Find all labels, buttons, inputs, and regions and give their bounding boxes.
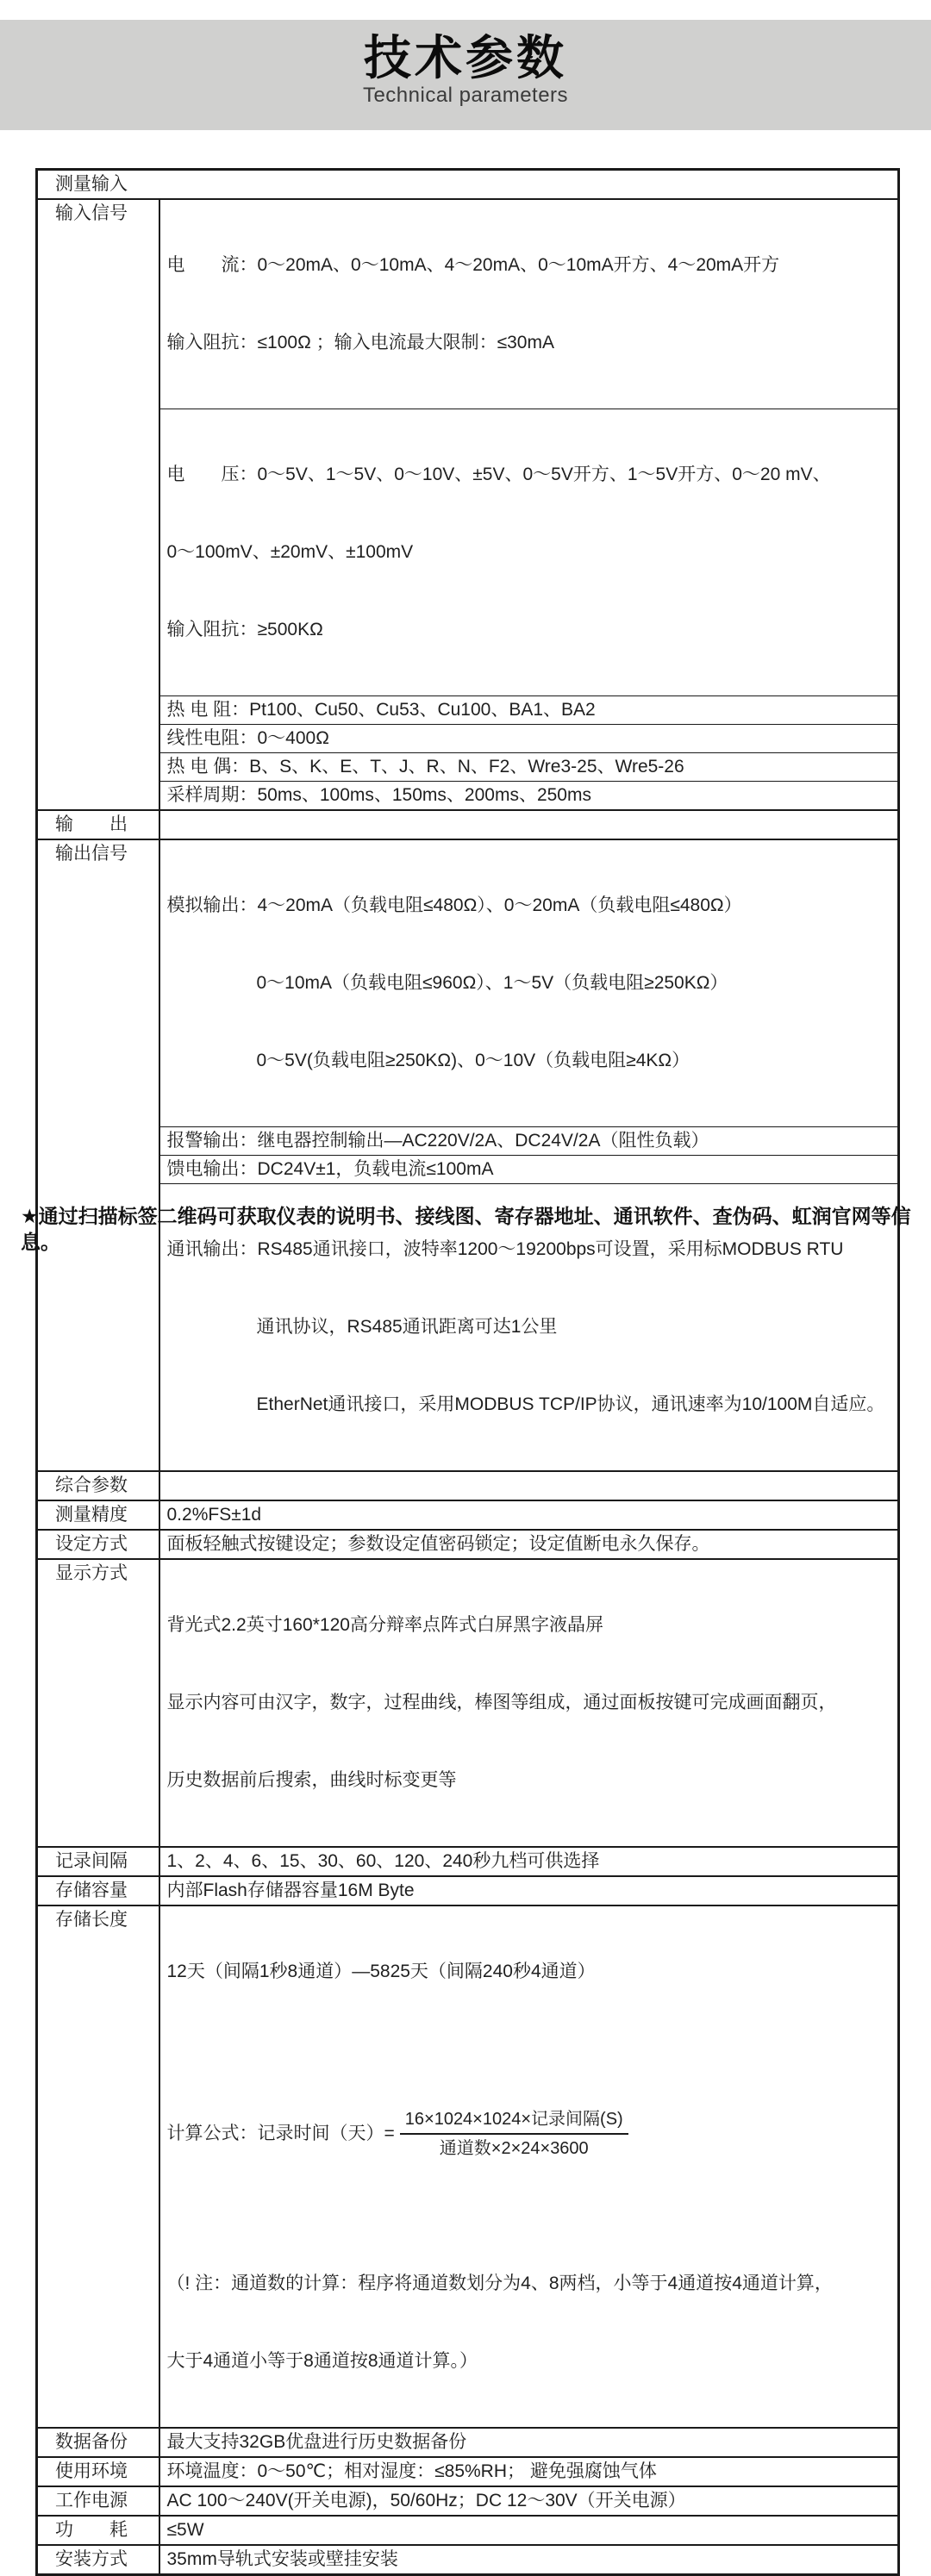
spacer [167, 2212, 891, 2219]
row-output-signal-alarm [37, 1127, 899, 1156]
input-signal-current-cell [159, 199, 899, 409]
storage-capacity-label: 存储容量 [37, 1876, 159, 1905]
power-consumption-label: 功 耗 [37, 2516, 159, 2545]
row-input-signal-voltage [37, 409, 899, 696]
power-consumption-value: ≤5W [159, 2516, 899, 2545]
record-interval-label: 记录间隔 [37, 1847, 159, 1876]
accuracy-label: 测量精度 [37, 1500, 159, 1530]
page-subtitle: Technical parameters [362, 84, 569, 107]
row-data-backup [37, 2428, 899, 2457]
storage-length-label: 存储长度 [37, 1905, 159, 2428]
row-output-signal-feed [37, 1156, 899, 1184]
text-line: 0～10mA（负载电阻≤960Ω）、1～5V（负载电阻≥250KΩ） [256, 973, 728, 993]
storage-formula-numerator: 16×1024×1024×记录间隔(S) [400, 2107, 628, 2135]
row-accuracy [37, 1500, 899, 1530]
power-supply-value: AC 100～240V(开关电源)，50/60Hz；DC 12～30V（开关电源） [159, 2486, 899, 2516]
display-value [159, 1559, 899, 1847]
text-line: 背光式2.2英寸160*120高分辩率点阵式白屏黑字液晶屏 [166, 1615, 603, 1635]
row-measure-input-header [37, 170, 899, 200]
spacer [167, 2036, 891, 2055]
environment-value: 环境温度：0～50℃；相对湿度：≤85%RH； 避免强腐蚀气体 [159, 2457, 899, 2486]
row-output-signal-analog [37, 839, 899, 1127]
installation-value: 35mm导轨式安装或壁挂安装 [159, 2545, 899, 2575]
text-line: 输入阻抗：≥500KΩ [166, 620, 323, 639]
footer-note: ★通过扫描标签二维码可获取仪表的说明书、接线图、寄存器地址、通讯软件、查伪码、虹润官网等信息。 [21, 1205, 911, 1253]
text-line: EtherNet通讯接口，采用MODBUS TCP/IP协议，通讯速率为10/100M自适应。 [256, 1394, 885, 1414]
output-signal-feed-cell: 馈电输出：DC24V±1，负载电流≤100mA [159, 1156, 899, 1184]
power-supply-label: 工作电源 [37, 2486, 159, 2516]
text-line: 0～100mV、±20mV、±100mV [166, 542, 414, 562]
output-signal-label: 输出信号 [37, 839, 159, 1471]
environment-label: 使用环境 [37, 2457, 159, 2486]
text-line: 通讯输出：RS485通讯接口，波特率1200～19200bps可设置，采用标MODBUS RTU [166, 1239, 844, 1259]
data-backup-label: 数据备份 [37, 2428, 159, 2457]
row-power-consumption [37, 2516, 899, 2545]
row-output-header [37, 810, 899, 839]
storage-length-value [159, 1905, 899, 2428]
row-general-header [37, 1471, 899, 1500]
accuracy-value: 0.2%FS±1d [159, 1500, 899, 1530]
input-signal-linear-resistance-cell: 线性电阻：0～400Ω [159, 725, 899, 753]
output-header-empty-cell [159, 810, 899, 839]
display-label: 显示方式 [37, 1559, 159, 1847]
storage-capacity-value: 内部Flash存储器容量16M Byte [159, 1876, 899, 1905]
row-environment [37, 2457, 899, 2486]
row-display [37, 1559, 899, 1847]
output-signal-alarm-cell: 报警输出：继电器控制输出—AC220V/2A、DC24V/2A（阻性负载） [159, 1127, 899, 1156]
text-line: 通讯协议，RS485通讯距离可达1公里 [256, 1317, 558, 1337]
text-line: 显示内容可由汉字，数字，过程曲线，棒图等组成，通过面板按键可完成画面翻页， [166, 1693, 837, 1712]
storage-formula [167, 2107, 891, 2161]
row-record-interval [37, 1847, 899, 1876]
row-storage-capacity [37, 1876, 899, 1905]
storage-formula-fraction [400, 2107, 628, 2161]
storage-formula-denominator: 通道数×2×24×3600 [439, 2139, 589, 2158]
page-title: 技术参数 [363, 31, 567, 84]
row-input-signal-linear-resistance [37, 725, 899, 753]
row-input-signal-sampling-period [37, 782, 899, 811]
row-input-signal-current [37, 199, 899, 409]
storage-length-note: （! 注：通道数的计算：程序将通道数划分为4、8两档，小等于4通道按4通道计算， [166, 2273, 833, 2293]
title-banner [0, 20, 931, 130]
row-power-supply [37, 2486, 899, 2516]
text-line: 输入阻抗：≤100Ω ；输入电流最大限制：≤30mA [166, 333, 554, 352]
text-line: 电 流：0～20mA、0～10mA、4～20mA、0～10mA开方、4～20mA开方 [166, 255, 780, 275]
text-line: 电 压：0～5V、1～5V、0～10V、±5V、0～5V开方、1～5V开方、0～20 mV、 [166, 465, 831, 484]
text-line: 模拟输出：4～20mA（负载电阻≤480Ω）、0～20mA（负载电阻≤480Ω） [166, 895, 742, 915]
row-installation [37, 2545, 899, 2575]
section-header-measure-input: 测量输入 [37, 170, 899, 200]
text-line: 历史数据前后搜索，曲线时标变更等 [166, 1770, 457, 1790]
input-signal-label: 输入信号 [37, 199, 159, 810]
input-signal-sampling-period-cell: 采样周期：50ms、100ms、150ms、200ms、250ms [159, 782, 899, 811]
input-signal-thermocouple-cell: 热 电 偶：B、S、K、E、T、J、R、N、F2、Wre3-25、Wre5-26 [159, 753, 899, 782]
storage-length-range: 12天（间隔1秒8通道）—5825天（间隔240秒4通道） [166, 1962, 596, 1981]
installation-label: 安装方式 [37, 2545, 159, 2575]
record-interval-value: 1、2、4、6、15、30、60、120、240秒九档可供选择 [159, 1847, 899, 1876]
section-header-general: 综合参数 [37, 1471, 159, 1500]
setting-value: 面板轻触式按键设定；参数设定值密码锁定；设定值断电永久保存。 [159, 1530, 899, 1559]
general-header-empty-cell [159, 1471, 899, 1500]
storage-length-note: 大于4通道小等于8通道按8通道计算。） [166, 2351, 478, 2371]
input-signal-rtd-cell: 热 电 阻：Pt100、Cu50、Cu53、Cu100、BA1、BA2 [159, 696, 899, 725]
row-storage-length [37, 1905, 899, 2428]
spec-table [35, 168, 900, 2576]
text-line: 0～5V(负载电阻≥250KΩ)、0～10V（负载电阻≥4KΩ） [256, 1051, 690, 1070]
section-header-output: 输 出 [37, 810, 159, 839]
setting-label: 设定方式 [37, 1530, 159, 1559]
row-input-signal-thermocouple [37, 753, 899, 782]
storage-formula-prefix: 计算公式：记录时间（天）= [166, 2124, 395, 2143]
output-signal-analog-cell [159, 839, 899, 1127]
data-backup-value: 最大支持32GB优盘进行历史数据备份 [159, 2428, 899, 2457]
row-setting [37, 1530, 899, 1559]
input-signal-voltage-cell [159, 409, 899, 696]
row-input-signal-rtd [37, 696, 899, 725]
